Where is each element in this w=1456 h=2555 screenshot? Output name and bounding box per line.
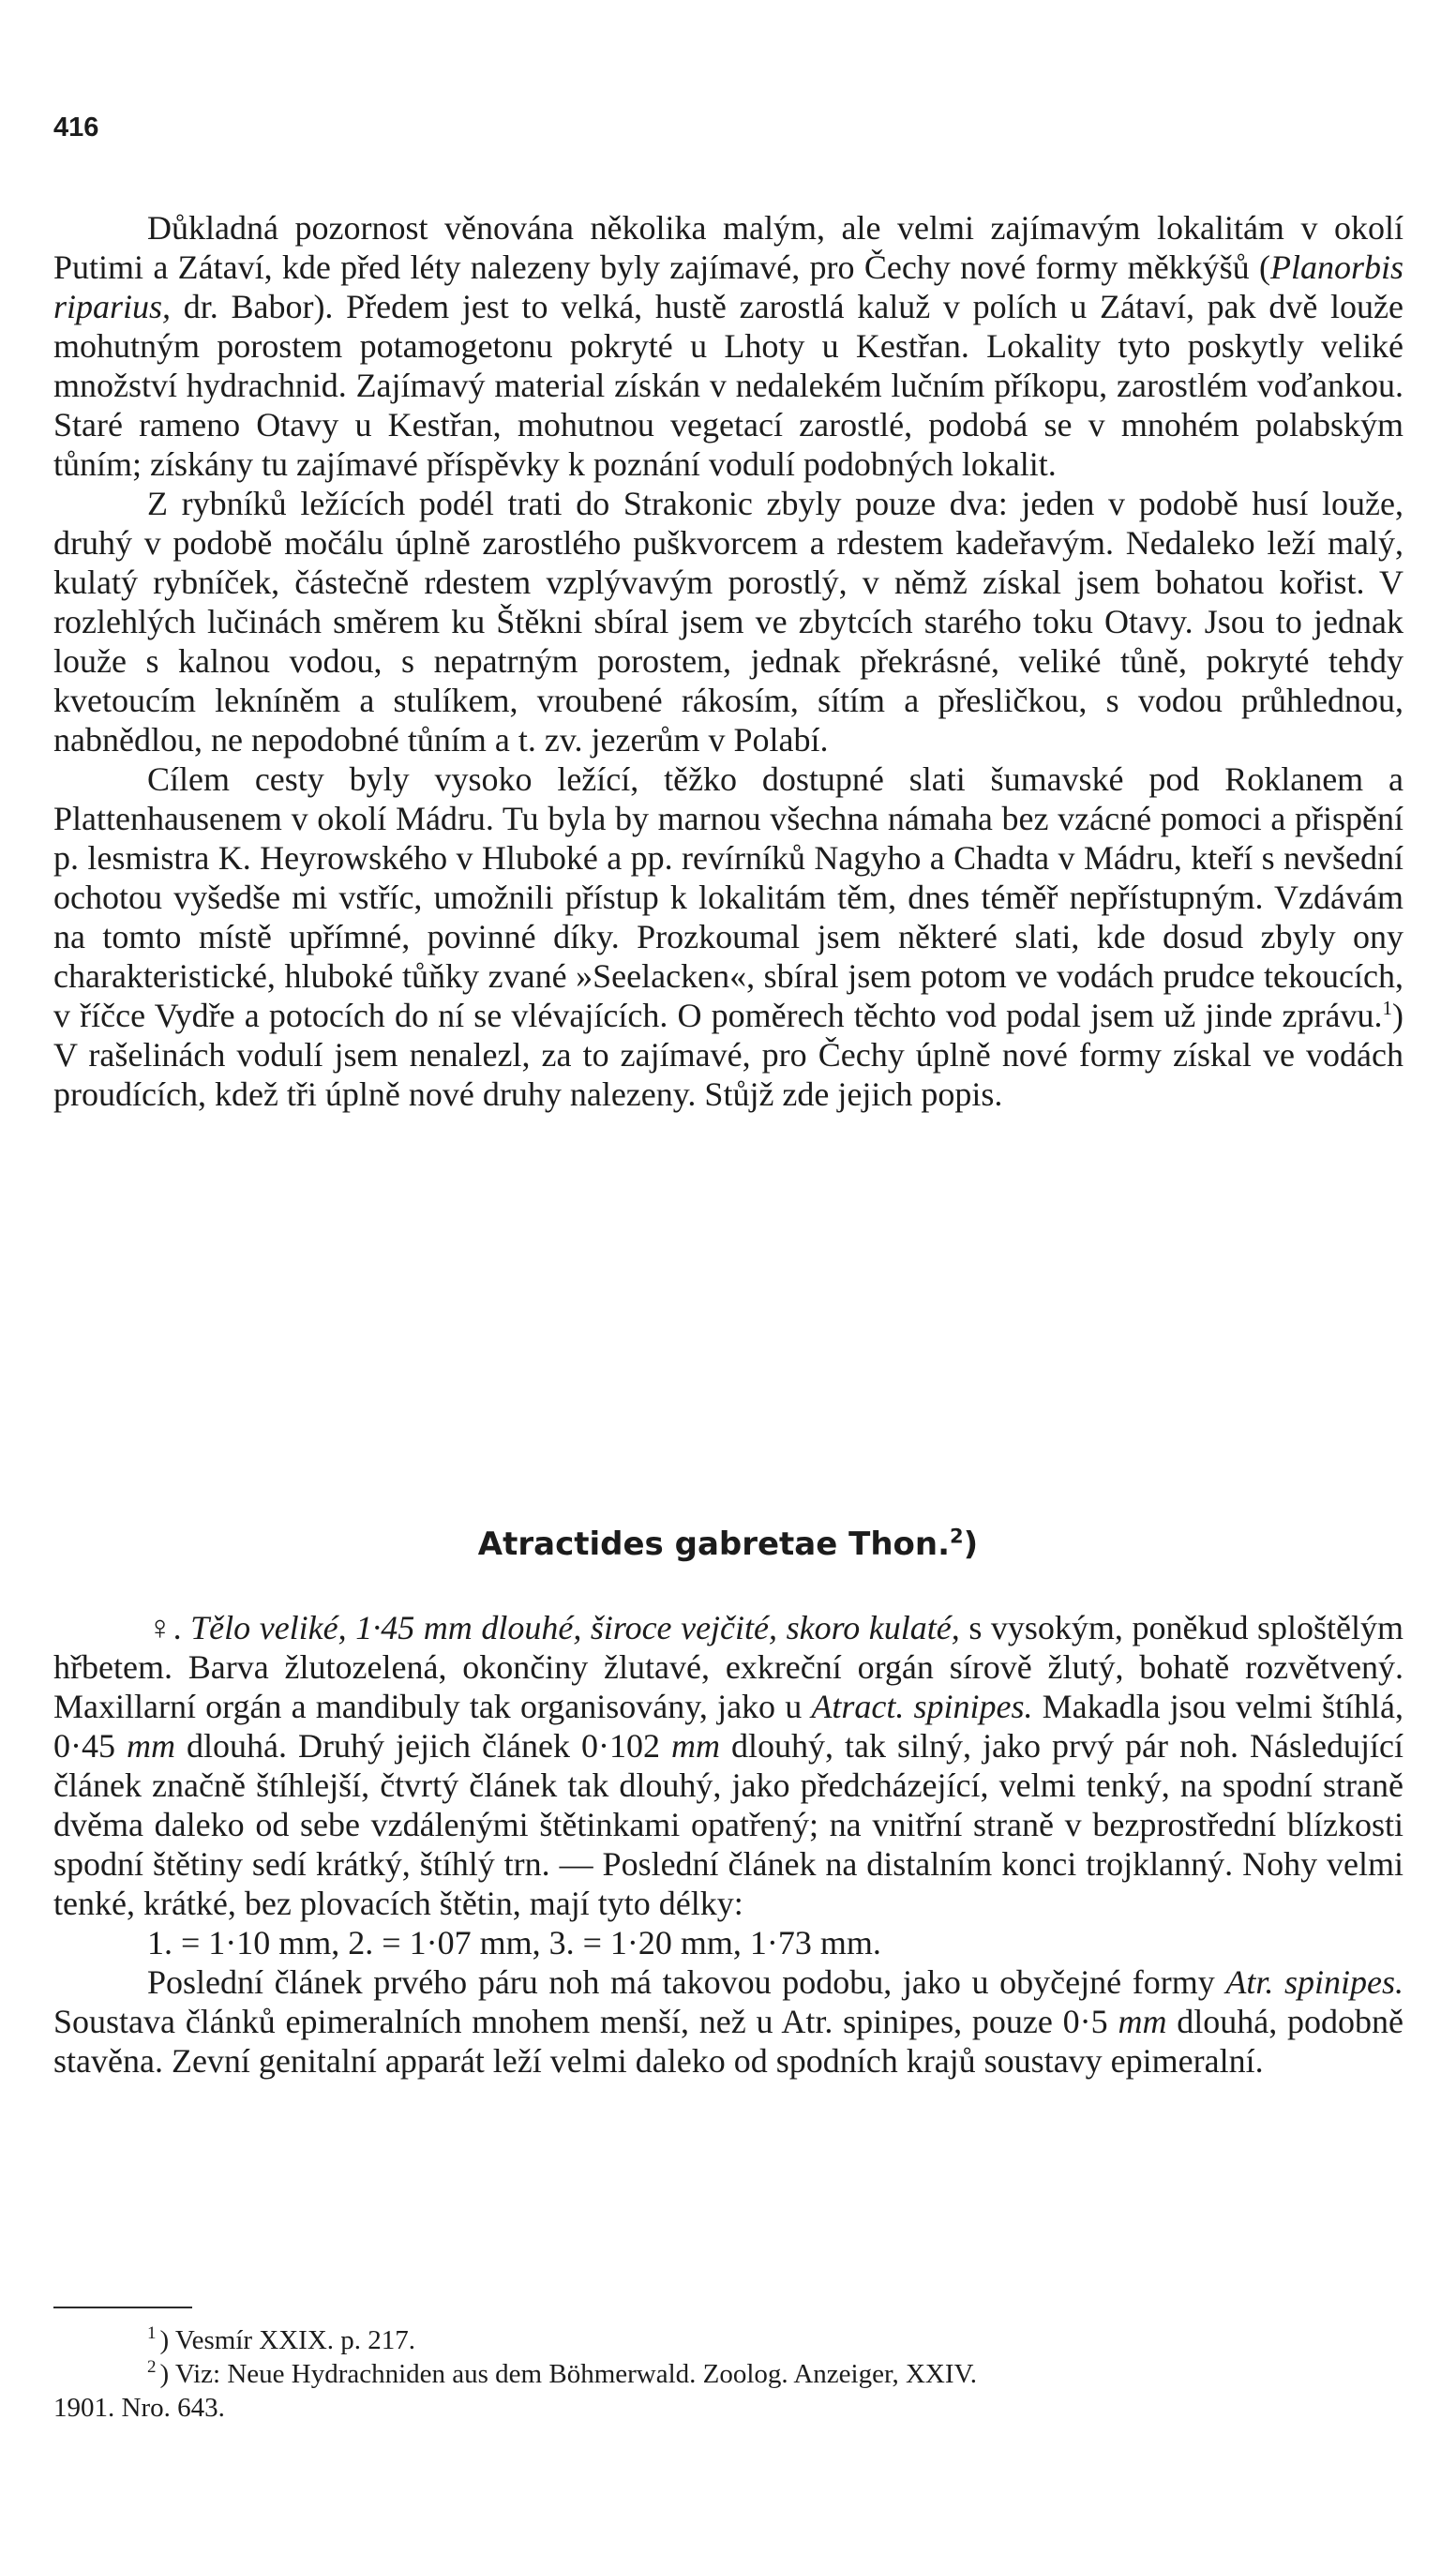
footnote-mark: 2 (147, 2357, 157, 2378)
unit: mm (423, 1609, 473, 1646)
paragraph (53, 208, 1403, 484)
unit: mm (1118, 2003, 1167, 2040)
paragraph-text: dlouhý, tak silný, jako prvý pár noh. Následující článek značně štíhlejší, čtvrtý článek tak dlouhý, jako předcházející, velmi tenký, na spodní straně dvěma daleko od sebe vzdálenými štětinkami opatřený; na vnitřní straně v bezprostřední blízkosti spodní štětiny sedí krátký, štíhlý trn. — Poslední článek na distalním konci trojklanný. Nohy velmi tenké, krátké, bez plovacích štětin, mají tyto délky: (53, 1727, 1404, 1922)
footnote-2 (53, 2357, 1403, 2391)
paragraph-text: dr. Babor). Předem jest to velká, hustě zarostlá kaluž v polích u Zátaví, pak dvě louže mohutným porostem potamogetonu pokryté u Lhoty u Kestřan. Lokality tyto poskytly veliké množství hydrachnid. Zajímavý material získán v nedalekém lučním příkopu, zarostlém voďankou. Staré rameno Otavy u Kestřan, mohutnou vegetací zarostlé, podobá se v mnohém polabským tůním; získány tu zajímavé příspěvky k poznání vodulí podobných lokalit. (53, 288, 1403, 483)
species-name: Planorbis riparius, (53, 248, 1403, 325)
paragraph (53, 1962, 1403, 2081)
italic-text: dlouhé, široce vejčité, skoro kulaté, (472, 1609, 960, 1646)
paragraph-text: Makadla jsou velmi štíhlá, 0·45 (53, 1688, 1404, 1765)
paragraph (53, 1608, 1403, 1923)
footnote-divider (53, 2307, 192, 2308)
italic-text: Tělo veliké, 1·45 (190, 1609, 424, 1646)
female-symbol: ♀. (147, 1609, 182, 1646)
heading-title: Atractides gabretae Thon. (477, 1525, 951, 1563)
heading-paren: ) (963, 1525, 979, 1563)
unit: mm (670, 1727, 720, 1765)
paragraph-text: dlouhá. Druhý jejich článek 0·102 (175, 1727, 671, 1765)
leg-lengths: 1. = 1·10 mm, 2. = 1·07 mm, 3. = 1·20 mm, 1·73 mm. (147, 1924, 881, 1961)
paragraph-text: Důkladná pozornost věnována několika malým, ale velmi zajímavým lokalitám v okolí Putimi a Zátaví, kde před léty nalezeny byly zajímavé, pro Čechy nové formy měkkýšů ( (53, 209, 1403, 286)
footnote-1 (53, 2323, 1403, 2357)
footnote-text: ) Viz: Neue Hydrachniden aus dem Böhmerwald. Zoolog. Anzeiger, XXIV. (159, 2359, 977, 2389)
species-description (53, 1608, 1403, 2081)
paragraph (53, 759, 1403, 1114)
paragraph-text: ) V rašelinách vodulí jsem nenalezl, za to zajímavé, pro Čechy úplně nové formy získal ve vodách proudících, kdež tři úplně nové druhy nalezeny. Stůjž zde jejich popis. (53, 997, 1403, 1113)
species-heading (0, 1524, 1456, 1565)
unit: mm (127, 1727, 176, 1765)
paragraph-text: Cílem cesty byly vysoko ležící, těžko dostupné slati šumavské pod Roklanem a Plattenhausenem v okolí Mádru. Tu byla by marnou všechna námaha bez vzácné pomoci a přispění p. lesmistra K. Heyrowského v Hluboké a pp. revírníků Nagyho a Chadta v Mádru, kteří s nevšední ochotou vyšedše mi vstříc, umožnili přístup k lokalitám těm, dnes téměř nepřístupným. Vzdávám na tomto místě upřímné, povinné díky. Prozkoumal jsem některé slati, kde dosud zbyly ony charakteristické, hluboké tůňky zvané »Seelacken«, sbíral jsem potom ve vodách prudce tekoucích, v říčce Vydře a potocích do ní se vlévajících. O poměrech těchto vod podal jsem už jinde zprávu. (53, 760, 1403, 1034)
footnote-2-continued: 1901. Nro. 643. (53, 2393, 225, 2423)
paragraph-text: dlouhá, podobně stavěna. Zevní genitalní apparát leží velmi daleko od spodních krajů soustavy epimeralní. (53, 2003, 1403, 2080)
paragraph: Z rybníků ležících podél trati do Strakonic zbyly pouze dva: jeden v podobě husí louže, druhý v podobě močálu úplně zarostlého puškvorcem a rdestem kadeřavým. Nedaleko leží malý, kulatý rybníček, částečně rdestem vzplývavým porostlý, v němž získal jsem bohatou kořist. V rozlehlých lučinách směrem ku Štěkni sbíral jsem ve zbytcích starého toku Otavy. Jsou to jednak louže s kalnou vodou, s nepatrným porostem, jednak překrásné, veliké tůně, pokryté tehdy kvetoucím lekníněm a stulíkem, vroubené rákosím, sítím a přesličkou, s vodou průhlednou, nabnědlou, ne nepodobné tůním a t. zv. jezerům v Polabí. (53, 485, 1403, 759)
page-number: 416 (53, 113, 99, 143)
paragraph-text: Poslední článek prvého páru noh má takovou podobu, jako u obyčejné formy (147, 1963, 1226, 2001)
footnotes (53, 2323, 1403, 2425)
species-name: Atract. spinipes. (811, 1688, 1033, 1725)
species-name: Atr. spinipes. (1225, 1963, 1403, 2001)
footnote-mark: 1 (147, 2323, 157, 2344)
footnote-text: ) Vesmír XXIX. p. 217. (159, 2325, 416, 2355)
footnote-ref: 1 (1382, 997, 1392, 1019)
paragraph-text: s vysokým, poněkud sploštělým hřbetem. Barva žlutozelená, okončiny žlutavé, exkreční orgán sírově žlutý, bohatě rozvětvený. Maxillarní orgán a mandibuly tak organisovány, jako u (53, 1609, 1404, 1725)
footnote-ref: 2 (950, 1525, 964, 1548)
paragraph-text: Soustava článků epimeralních mnohem menší, než u Atr. spinipes, pouze 0·5 (53, 2003, 1118, 2040)
introduction-text (53, 208, 1403, 1114)
